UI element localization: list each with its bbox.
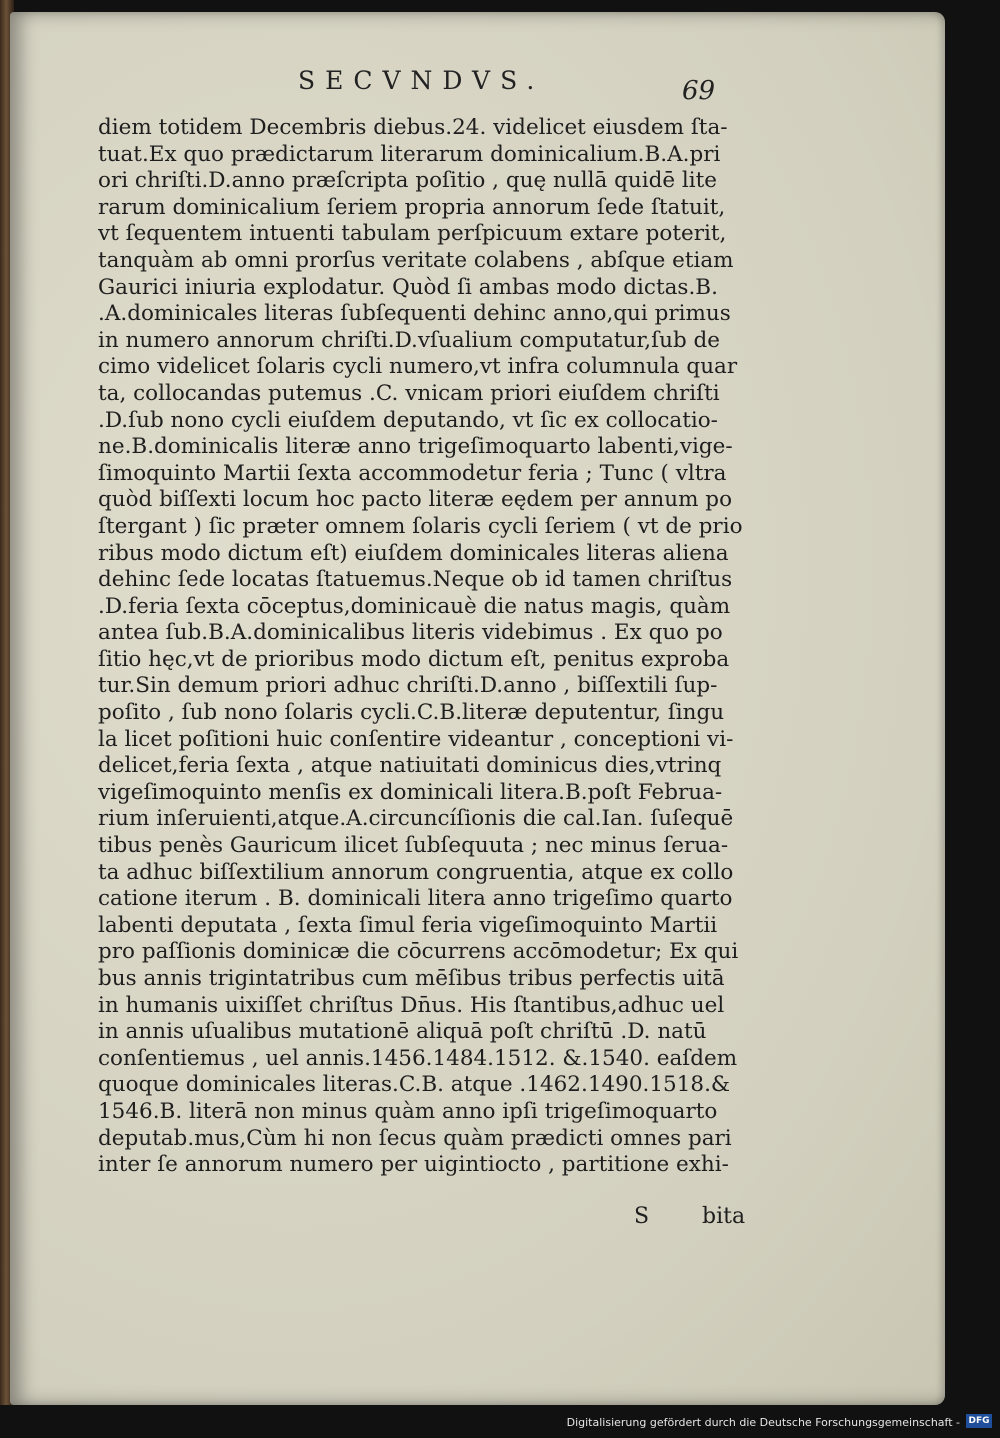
text-line: ſtergant ) ſic præter omnem ſolaris cycli ſeriem ( vt de prio — [98, 513, 743, 539]
text-line: .D.feria ſexta cōceptus,dominicauè die natus magis, quàm — [98, 593, 731, 619]
text-line: rium inſeruienti,atque.A.circuncíſionis die cal.Ian. ſuſequē — [98, 806, 734, 832]
text-line: tanquàm ab omni prorſus veritate colabens , abſque etiam — [98, 247, 734, 273]
text-line: .D.ſub nono cycli eiuſdem deputando, vt ſic ex collocatio- — [98, 407, 718, 433]
text-line: la licet poſitioni huic conſentire videantur , conceptioni vi- — [98, 726, 734, 752]
book-page — [10, 12, 945, 1405]
text-line: .A.dominicales literas ſubſequenti dehinc anno,qui primus — [98, 301, 731, 327]
text-line: ori chriſti.D.anno præſcripta poſitio , quę nullā quidē lite — [98, 168, 718, 194]
signature-mark: S — [634, 1204, 650, 1229]
text-line: tuat.Ex quo prædictarum literarum dominicalium.B.A.pri — [98, 141, 721, 167]
text-line: ſitio hęc,vt de prioribus modo dictum eſt, penitus exproba — [98, 646, 730, 672]
text-line: quòd biſſexti locum hoc pacto literæ eędem per annum po — [98, 487, 733, 513]
text-line: vigeſimoquinto menſis ex dominicali litera.B.poſt Februa- — [98, 779, 723, 805]
text-line: tibus penès Gauricum ilicet ſubſequuta ; nec minus ſerua- — [98, 833, 729, 859]
text-line: vt ſequentem intuenti tabulam perſpicuum extare poterit, — [98, 221, 727, 247]
text-line: tur.Sin demum priori adhuc chriſti.D.anno , biſſextili ſup- — [98, 673, 718, 699]
text-line: conſentiemus , uel annis.1456.1484.1512. &.1540. eaſdem — [98, 1045, 738, 1071]
text-line: ne.B.dominicalis literæ anno trigeſimoquarto labenti,vige- — [98, 434, 733, 460]
text-line: Gaurici iniuria explodatur. Quòd ſi ambas modo dictas.B. — [98, 274, 718, 300]
footer-bar — [0, 1405, 1000, 1438]
text-line: delicet,feria ſexta , atque natiuitati dominicus dies,vtrinq — [98, 753, 722, 779]
text-line: antea ſub.B.A.dominicalibus literis videbimus . Ex quo po — [98, 620, 723, 646]
text-line: catione iterum . B. dominicali litera anno trigeſimo quarto — [98, 886, 733, 912]
text-line: rarum dominicalium ſeriem propria annorum ſede ſtatuit, — [98, 194, 726, 220]
text-line: inter ſe annorum numero per uigintiocto , partitione exhi- — [98, 1152, 729, 1178]
text-line: poſito , ſub nono ſolaris cycli.C.B.literæ deputentur, ſingu — [98, 700, 725, 726]
body-text — [98, 115, 758, 1179]
text-line: in numero annorum chriſti.D.vſualium computatur,ſub de — [98, 327, 721, 353]
text-line: ta, collocandas putemus .C. vnicam priori eiuſdem chriſti — [98, 380, 720, 406]
text-line: in humanis uixiſſet chriſtus Dn̄us. His ſtantibus,adhuc uel — [98, 992, 725, 1018]
funding-credit: Digitalisierung gefördert durch die Deutsche Forschungsgemeinschaft - — [566, 1416, 960, 1429]
text-line: cimo videlicet ſolaris cycli numero,vt infra columnula quar — [98, 354, 738, 380]
text-line: 1546.B. literā non minus quàm anno ipſi trigeſimoquarto — [98, 1098, 718, 1124]
running-head: SECVNDVS. — [298, 66, 545, 95]
catchword-row — [634, 1204, 754, 1234]
text-line: diem totidem Decembris diebus.24. videlicet eiusdem ſta- — [98, 115, 728, 140]
text-line: pro paſſionis dominicæ die cōcurrens accōmodetur; Ex qui — [98, 939, 739, 965]
text-line: in annis uſualibus mutationē aliquā poſt chriſtū .D. natū — [98, 1019, 707, 1045]
text-line: quoque dominicales literas.C.B. atque .1462.1490.1518.& — [98, 1072, 731, 1098]
dfg-logo: DFG — [966, 1414, 992, 1428]
page-number: 69 — [682, 76, 716, 106]
text-line: dehinc ſede locatas ſtatuemus.Neque ob id tamen chriſtus — [98, 567, 733, 593]
text-line: ribus modo dictum eſt) eiuſdem dominicales literas aliena — [98, 540, 729, 566]
text-line: ſimoquinto Martii ſexta accommodetur feria ; Tunc ( vltra — [98, 460, 727, 486]
text-line: bus annis trigintatribus cum mēſibus tribus perfectis uitā — [98, 966, 725, 991]
text-line: deputab.mus,Cùm hi non ſecus quàm prædicti omnes pari — [98, 1125, 732, 1151]
text-line: ta adhuc biſſextilium annorum congruentia, atque ex collo — [98, 859, 734, 885]
text-line: labenti deputata , ſexta ſimul feria vigeſimoquinto Martii — [98, 912, 718, 938]
catchword: bita — [702, 1204, 746, 1229]
